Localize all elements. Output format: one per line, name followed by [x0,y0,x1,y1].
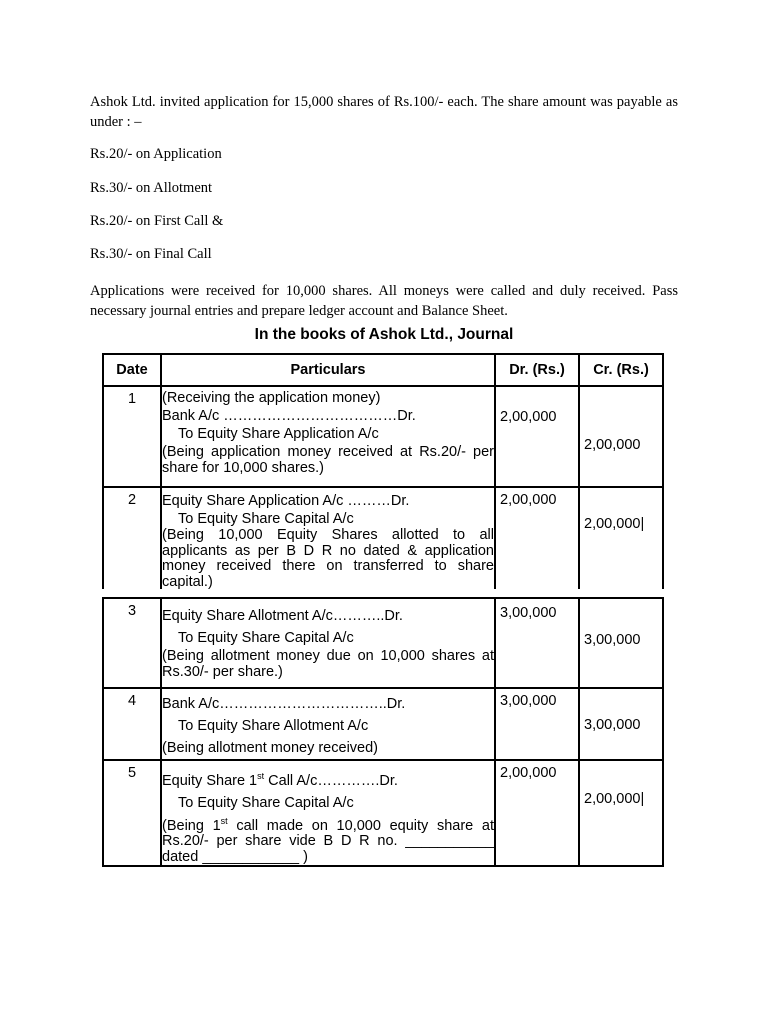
header-date: Date [103,354,161,386]
entry-narration: (Being 1st call made on 10,000 equity share at Rs.20/- per share vide B D R no. ___________ dated ____________ ) [162,815,495,865]
term-final-call: Rs.30/- on Final Call [90,246,212,262]
journal-table-part1 [102,353,664,596]
entry-dr-cell [495,760,579,866]
entry-narration: (Being 10,000 Equity Shares allotted to all applicants as per B D R no dated & application money received there on transferred to share capital.) [162,527,494,590]
entry-dr-amount: 2,00,000 [500,765,557,781]
entry-particulars [161,688,495,760]
entry-particulars [161,598,495,688]
entry-cr-amount: 2,00,000| [584,791,645,807]
entry-cr-amount: 3,00,000 [584,632,641,648]
entry-particulars [161,386,495,487]
entry-particulars [161,760,495,866]
entry-credit: To Equity Share Application A/c [178,426,379,442]
entry-cr-cell [579,598,663,688]
entry-dr-cell [495,598,579,688]
term-application: Rs.20/- on Application [90,146,222,162]
entry-cr-cell [579,688,663,760]
entry-cr-amount: 2,00,000 [584,437,641,453]
entry-cr-cell [579,386,663,487]
intro-paragraph: Ashok Ltd. invited application for 15,000 shares of Rs.100/- each. The share amount was payable as under : – [90,94,678,130]
entry-dr-amount: 2,00,000 [500,492,557,508]
entry-cr-cell [579,760,663,866]
entry-particulars [161,487,495,595]
entry-debit: Bank A/c……………………………..Dr. [162,696,406,712]
entry-cr-cell [579,487,663,595]
entry-date: 4 [103,688,161,760]
entry-debit: Equity Share Application A/c ………Dr. [162,493,410,509]
term-allotment: Rs.30/- on Allotment [90,180,213,196]
entry-date: 1 [103,386,161,487]
entry-credit: To Equity Share Allotment A/c [178,718,369,734]
header-cr: Cr. (Rs.) [579,354,663,386]
entry-narration: (Being allotment money received) [162,740,378,756]
entry-date: 2 [103,487,161,595]
journal-table-part2 [102,597,664,867]
journal-heading: In the books of Ashok Ltd., Journal [254,326,514,343]
entry-cr-amount: 2,00,000| [584,516,645,532]
entry-dr-cell [495,688,579,760]
entry-date: 5 [103,760,161,866]
entry-date: 3 [103,598,161,688]
entry-credit: To Equity Share Capital A/c [178,630,354,646]
table-row [103,688,663,760]
entry-debit: Equity Share 1st Call A/c………….Dr. [162,771,398,789]
entry-dr-cell [495,386,579,487]
page-break-gap [84,589,684,597]
entry-credit: To Equity Share Capital A/c [178,794,354,811]
entry-narration: (Being application money received at Rs.20/- per share for 10,000 shares.) [162,444,494,476]
table-header-row [103,354,663,386]
entry-cr-amount: 3,00,000 [584,717,641,733]
entry-dr-amount: 3,00,000 [500,693,557,709]
entry-debit: Equity Share Allotment A/c………..Dr. [162,608,403,624]
entry-dr-amount: 2,00,000 [500,409,557,425]
entry-narration: (Being allotment money due on 10,000 shares at Rs.30/- per share.) [162,648,494,680]
header-dr: Dr. (Rs.) [495,354,579,386]
entry-debit: Bank A/c ………………………………Dr. [162,408,416,424]
entry-pre-note: (Receiving the application money) [162,390,381,406]
table-row [103,760,663,866]
entry-dr-cell [495,487,579,595]
question-paragraph: Applications were received for 10,000 shares. All moneys were called and duly received. Pass necessary journal entries and prepare ledger account and Balance Sheet. [90,283,678,319]
term-first-call: Rs.20/- on First Call & [90,213,224,229]
table-row [103,386,663,487]
table-row [103,487,663,595]
table-row [103,598,663,688]
entry-dr-amount: 3,00,000 [500,605,557,621]
entry-credit: To Equity Share Capital A/c [178,511,354,527]
header-particulars: Particulars [161,354,495,386]
